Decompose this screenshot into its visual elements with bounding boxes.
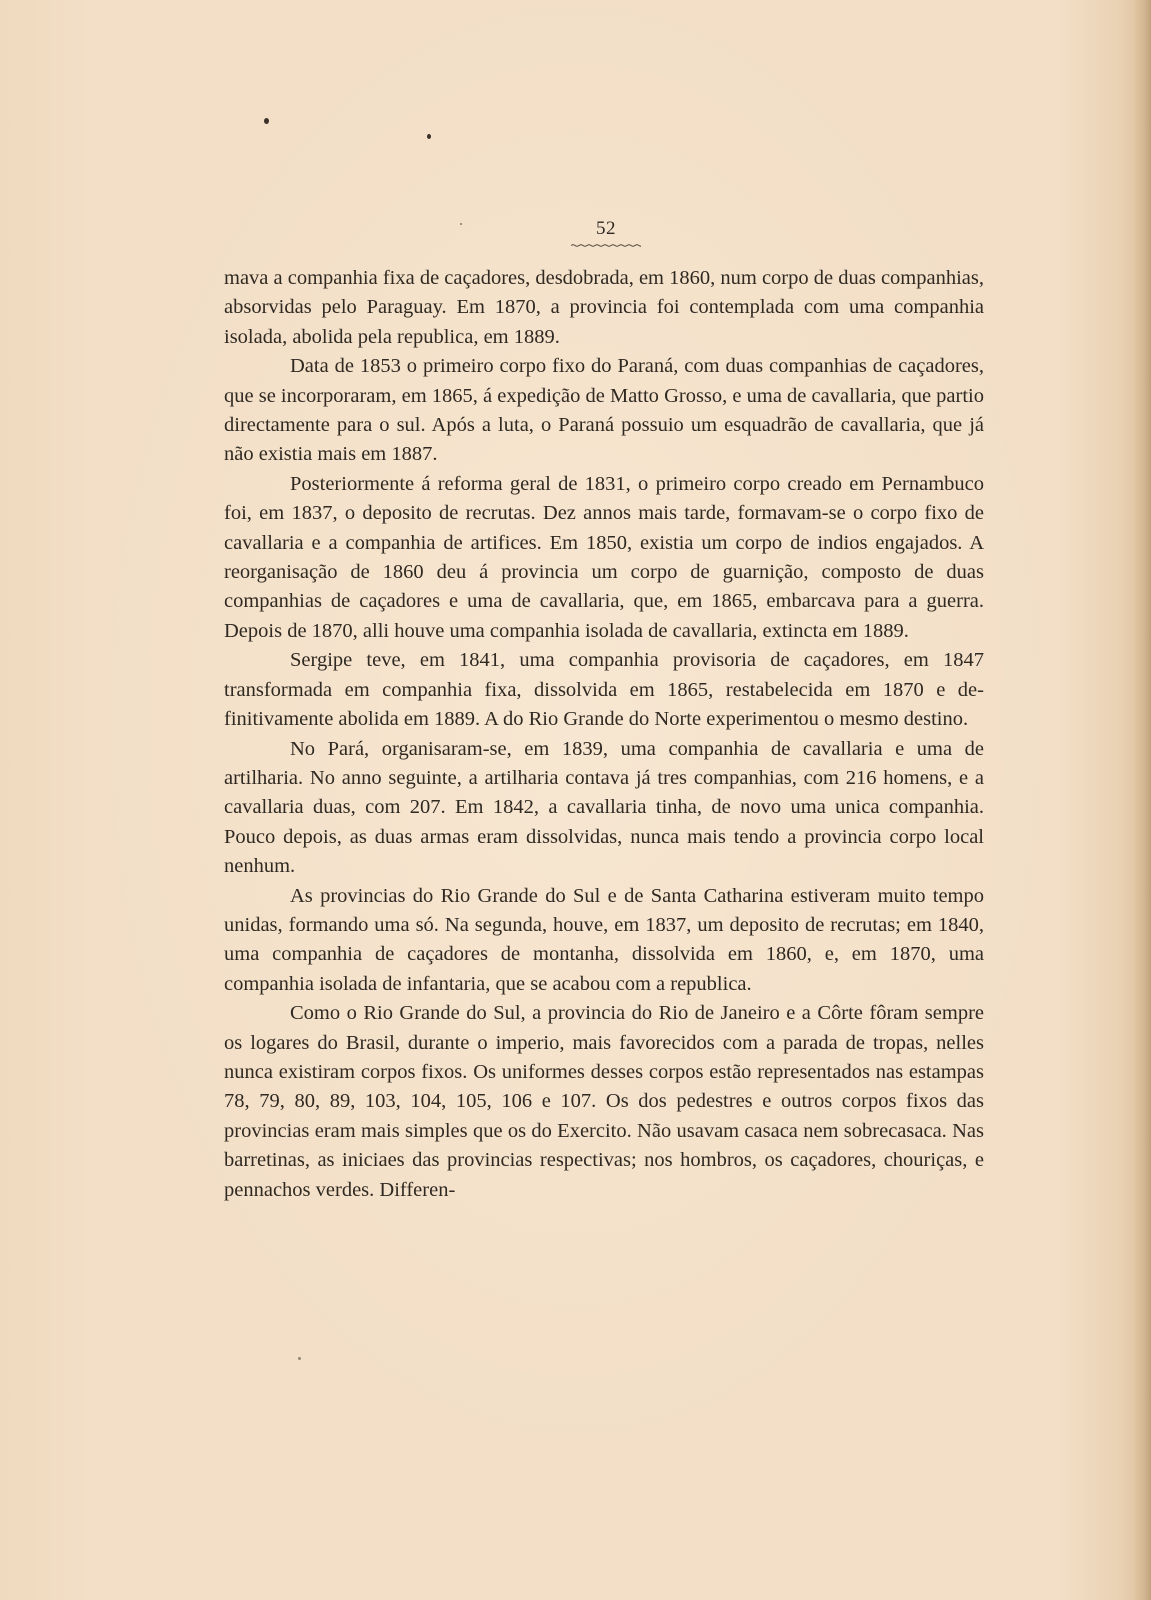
ink-speck [460,223,462,225]
page-edge-shadow [1133,0,1151,1600]
ink-speck [298,1357,301,1360]
paragraph: Sergipe teve, em 1841, uma companhia provisoria de caçadores, em 1847 transformada em companhia fixa, dissolvida em 1865, restabelecida em 1870 e definitivamente abolida em 1889. A do Rio Grande do Norte experimentou o mesmo destino. [224,649,984,731]
paragraph: Posteriormente á reforma geral de 1831, o primeiro corpo creado em Pernambuco foi, em 1837, o deposito de recrutas. Dez annos mais tarde, formavam-se o corpo fixo de cavallaria e a companhia de artifices. Em 1850, existia um corpo de indios engajados. A reorganisação de 1860 deu á provincia um corpo de guarnição, composto de duas companhias de caçadores e uma de cavallaria, que, em 1865, embarcava para a guerra. Depois de 1870, alli houve uma companhia isolada de cavallaria, extincta em 1889. [224,472,984,642]
ink-speck [427,134,431,139]
body-text [224,264,984,1205]
page-number-ornament [571,244,641,247]
paragraph: No Pará, organisaram-se, em 1839, uma companhia de cavallaria e uma de artilharia. No anno seguinte, a artilharia contava já tres companhias, com 216 homens, e a cavallaria duas, com 207. Em 1842, a cavallaria tinha, de novo uma unica companhia. Pouco depois, as duas armas eram dissolvidas, nunca mais tendo a provincia corpo local nenhum. [224,737,984,878]
paragraph: As provincias do Rio Grande do Sul e de Santa Catharina estiveram muito tempo unidas, formando uma só. Na segunda, houve, em 1837, um deposito de recrutas; em 1840, uma companhia de caçadores de montanha, dissolvida em 1860, e, em 1870, uma companhia isolada de infantaria, que se acabou com a republica. [224,884,984,995]
paragraph: Data de 1853 o primeiro corpo fixo do Paraná, com duas companhias de caçadores, que se incorporaram, em 1865, á expedição de Matto Grosso, e uma de cavallaria, que partio directamente para o sul. Após a luta, o Paraná possuio um esquadrão de cavallaria, que já não existia mais em 1887. [224,355,984,466]
paragraph: mava a companhia fixa de caçadores, desdobrada, em 1860, num corpo de duas companhias, absorvidas pelo Paraguay. Em 1870, a provincia foi contemplada com uma companhia isolada, abolida pela republica, em 1889. [224,267,984,348]
paragraph: Como o Rio Grande do Sul, a provincia do Rio de Janeiro e a Côrte fôram sempre os logares do Brasil, durante o imperio, mais favorecidos com a parada de tropas, nelles nunca existiram corpos fixos. Os uniformes desses corpos estão representados nas estampas 78, 79, 80, 89, 103, 104, 105, 106 e 107. Os dos pedestres e outros corpos fixos das provincias eram mais simples que os do Exercito. Não usavam casaca nem sobrecasaca. Nas barretinas, as iniciaes das provincias respectivas; nos hombros, os caçadores, chouriças, e pennachos verdes. Differen- [224,1002,984,1201]
ink-speck [264,118,269,124]
page-number: 52 [596,218,616,239]
